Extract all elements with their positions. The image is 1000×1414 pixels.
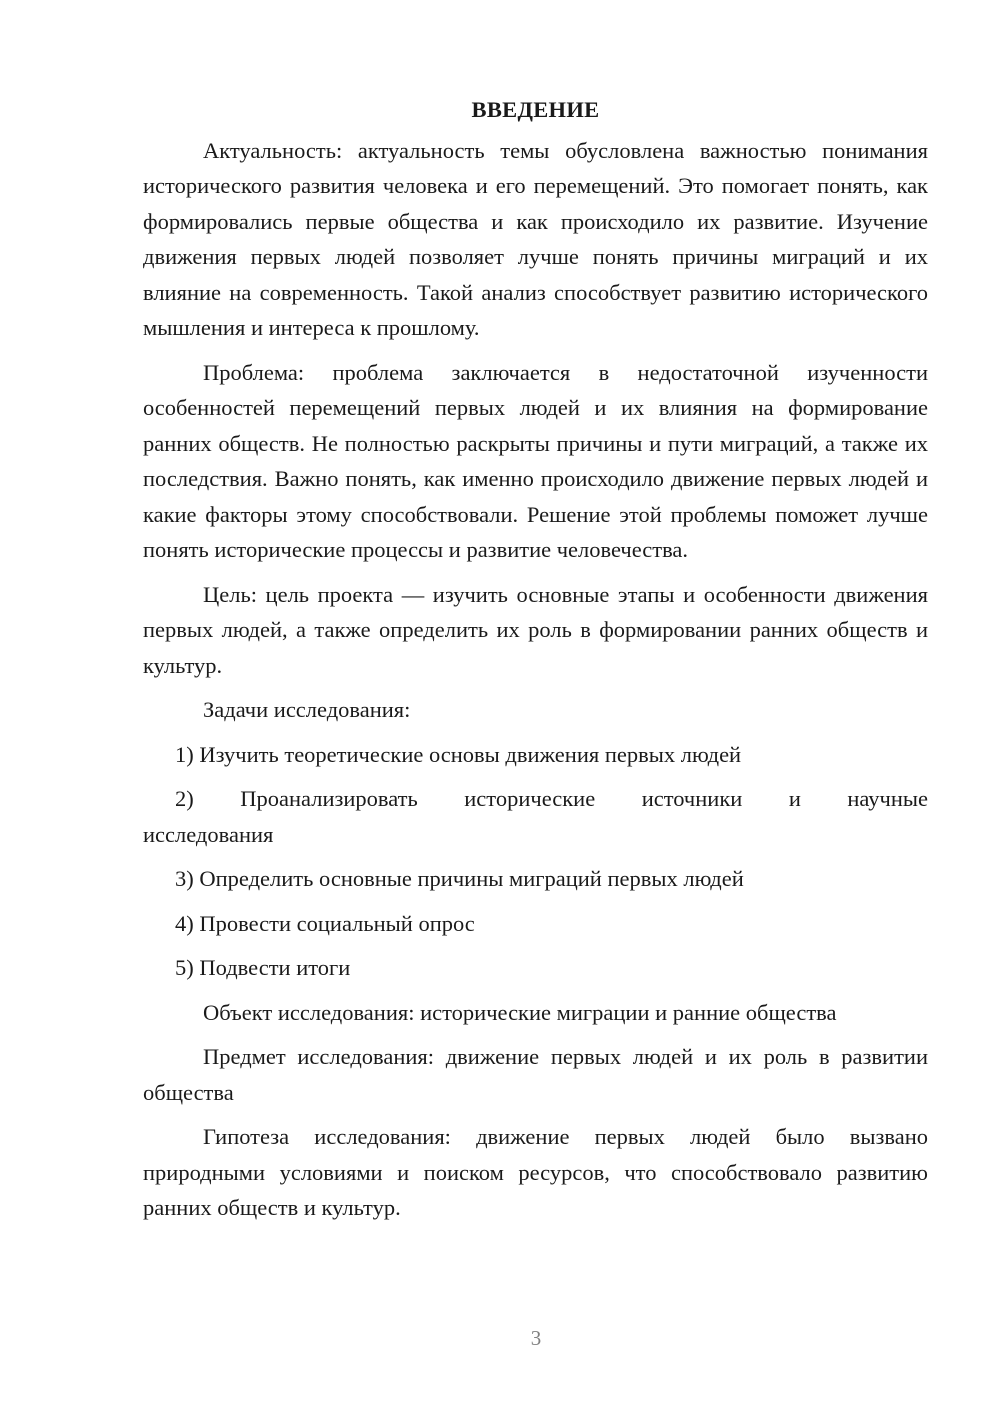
hypothesis-paragraph: Гипотеза исследования: движение первых людей было вызвано природными условиями и поиском ресурсов, что способствовало развитию ранних обществ и культур. — [143, 1124, 928, 1220]
goal-paragraph: Цель: цель проекта — изучить основные этапы и особенности движения первых людей, а также определить их роль в формировании ранних обществ и культур. — [143, 581, 928, 678]
problem-paragraph: Проблема: проблема заключается в недостаточной изученности особенностей перемещений первых людей и их влияния на формирование ранних обществ. Не полностью раскрыты причины и пути миграций, а также их последствия. Важно понять, как именно происходило движение первых людей и какие факторы этому способствовали. Решение этой проблемы поможет лучше понять исторические процессы и развитие человечества. — [143, 359, 928, 562]
relevance-paragraph: Актуальность: актуальность темы обусловлена важностью понимания исторического развития человека и его перемещений. Это помогает понять, как формировались первые общества и как происходило их развитие. Изучение движения первых людей позволяет лучше понять причины миграций и их влияние на современность. Такой анализ способствует развитию исторического мышления и интереса к прошлому. — [143, 137, 928, 340]
page-title: ВВЕДЕНИЕ — [471, 97, 600, 122]
tasks-title: Задачи исследования: — [203, 697, 411, 722]
page-number: 3 — [530, 1326, 542, 1350]
subject-paragraph: Предмет исследования: движение первых людей и их роль в развитии общества — [143, 1044, 928, 1105]
task-item-5: 5) Подвести итоги — [175, 955, 351, 980]
task-item-2 — [143, 781, 928, 852]
task-item-2-continuation: исследования — [143, 821, 274, 847]
object-paragraph: Объект исследования: исторические миграции и ранние общества — [203, 999, 837, 1025]
task-item-3: 3) Определить основные причины миграций первых людей — [175, 866, 744, 891]
task-item-4: 4) Провести социальный опрос — [175, 910, 475, 936]
task-item-1: 1) Изучить теоретические основы движения первых людей — [175, 741, 742, 767]
document-page — [143, 92, 928, 1235]
task-item-2-text: 2) Проанализировать исторические источники и научные — [175, 786, 928, 811]
